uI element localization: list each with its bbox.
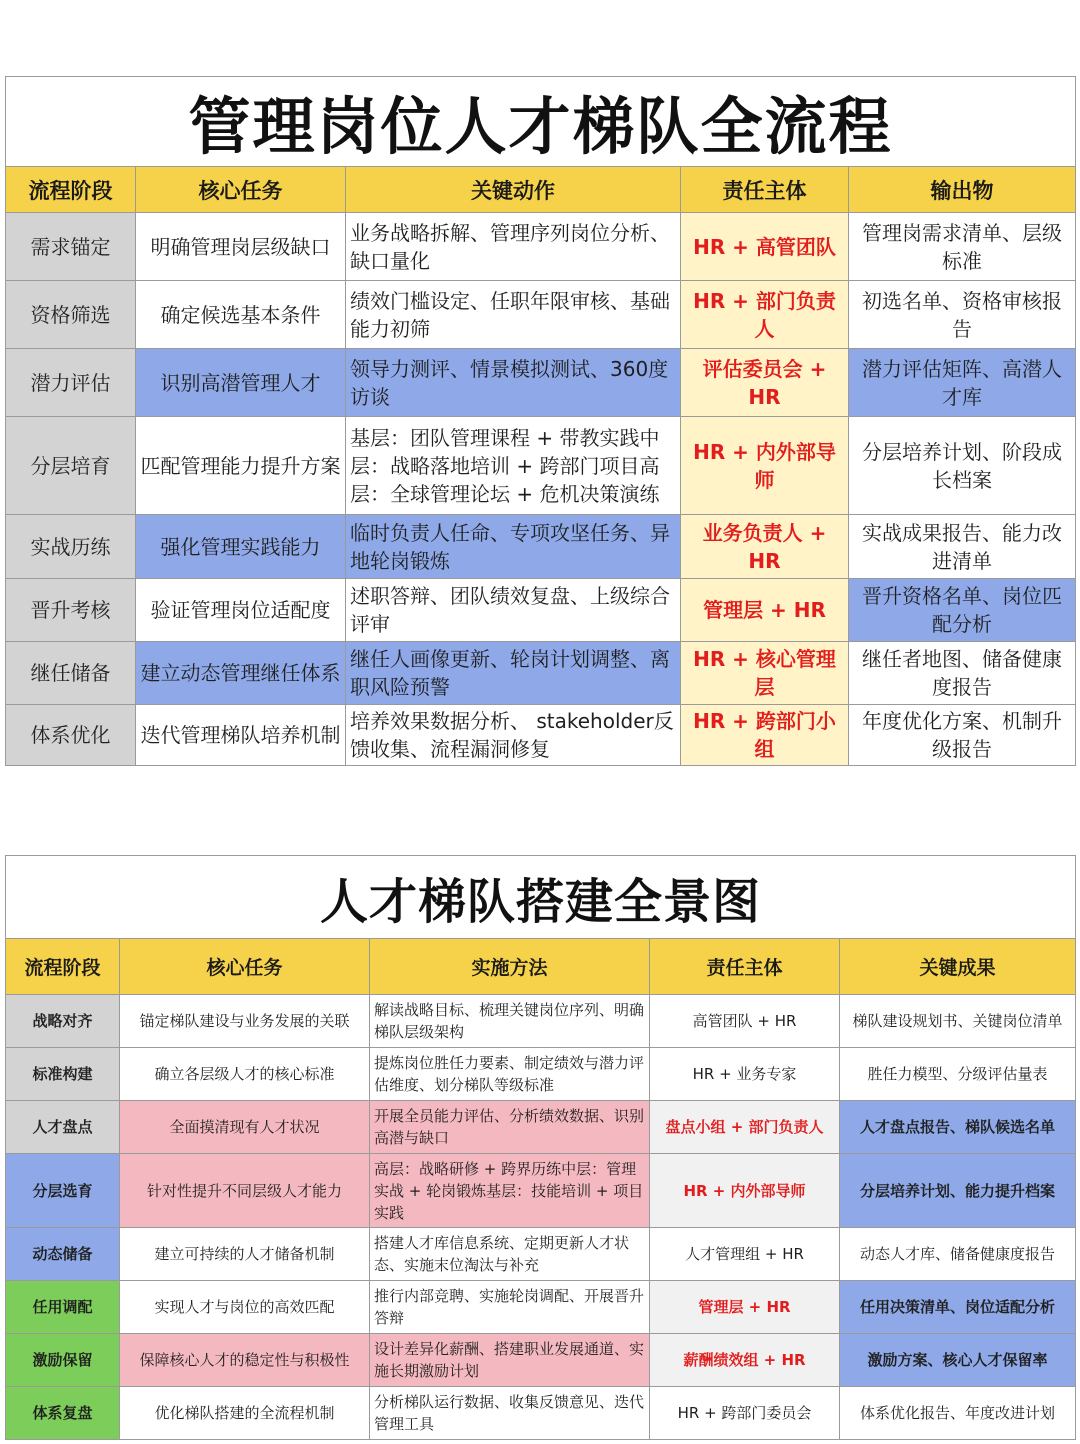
task-cell: 保障核心人才的稳定性与积极性 (120, 1334, 370, 1387)
action-cell: 培养效果数据分析、 stakeholder反馈收集、流程漏洞修复 (346, 705, 681, 766)
task-cell: 匹配管理能力提升方案 (136, 417, 346, 515)
stage-cell: 体系复盘 (6, 1387, 120, 1440)
table-row (6, 642, 1076, 705)
stage-cell: 人才盘点 (6, 1101, 120, 1154)
table-row (6, 1154, 1076, 1228)
owner-cell: HR + 核心管理层 (681, 642, 849, 705)
table-row (6, 281, 1076, 349)
stage-cell: 晋升考核 (6, 579, 136, 642)
stage-cell: 分层培育 (6, 417, 136, 515)
table1-header-stage: 流程阶段 (6, 167, 136, 213)
action-cell: 继任人画像更新、轮岗计划调整、离职风险预警 (346, 642, 681, 705)
table-row (6, 1387, 1076, 1440)
stage-cell: 激励保留 (6, 1334, 120, 1387)
stage-cell: 分层选育 (6, 1154, 120, 1228)
method-cell: 提炼岗位胜任力要素、制定绩效与潜力评估维度、划分梯队等级标准 (370, 1048, 650, 1101)
method-cell: 搭建人才库信息系统、定期更新人才状态、实施末位淘汰与补充 (370, 1228, 650, 1281)
stage-cell: 资格筛选 (6, 281, 136, 349)
task-cell: 全面摸清现有人才状况 (120, 1101, 370, 1154)
table-row (6, 1334, 1076, 1387)
task-cell: 建立动态管理继任体系 (136, 642, 346, 705)
owner-cell: 管理层 + HR (650, 1281, 840, 1334)
output-cell: 分层培养计划、阶段成长档案 (849, 417, 1076, 515)
result-cell: 人才盘点报告、梯队候选名单 (840, 1101, 1076, 1154)
table2-header-method: 实施方法 (370, 939, 650, 995)
talent-pipeline-panorama-table (5, 855, 1076, 1440)
owner-cell: HR + 部门负责人 (681, 281, 849, 349)
task-cell: 针对性提升不同层级人才能力 (120, 1154, 370, 1228)
table1-header-row (6, 167, 1076, 213)
action-cell: 临时负责人任命、专项攻坚任务、异地轮岗锻炼 (346, 515, 681, 579)
task-cell: 锚定梯队建设与业务发展的关联 (120, 995, 370, 1048)
table-row (6, 1048, 1076, 1101)
table-row (6, 417, 1076, 515)
method-cell: 设计差异化薪酬、搭建职业发展通道、实施长期激励计划 (370, 1334, 650, 1387)
owner-cell: HR + 业务专家 (650, 1048, 840, 1101)
table2-header-stage: 流程阶段 (6, 939, 120, 995)
talent-pipeline-process-table (5, 76, 1076, 766)
stage-cell: 任用调配 (6, 1281, 120, 1334)
stage-cell: 潜力评估 (6, 349, 136, 417)
task-cell: 优化梯队搭建的全流程机制 (120, 1387, 370, 1440)
task-cell: 强化管理实践能力 (136, 515, 346, 579)
stage-cell: 标准构建 (6, 1048, 120, 1101)
result-cell: 任用决策清单、岗位适配分析 (840, 1281, 1076, 1334)
result-cell: 激励方案、核心人才保留率 (840, 1334, 1076, 1387)
table1-header-task: 核心任务 (136, 167, 346, 213)
table1-header-owner: 责任主体 (681, 167, 849, 213)
result-cell: 动态人才库、储备健康度报告 (840, 1228, 1076, 1281)
stage-cell: 需求锚定 (6, 213, 136, 281)
result-cell: 胜任力模型、分级评估量表 (840, 1048, 1076, 1101)
action-cell: 基层：团队管理课程 + 带教实践中层：战略落地培训 + 跨部门项目高层：全球管理论坛 + 危机决策演练 (346, 417, 681, 515)
action-cell: 领导力测评、情景模拟测试、360度访谈 (346, 349, 681, 417)
table-row (6, 349, 1076, 417)
action-cell: 述职答辩、团队绩效复盘、上级综合评审 (346, 579, 681, 642)
stage-cell: 动态储备 (6, 1228, 120, 1281)
stage-cell: 战略对齐 (6, 995, 120, 1048)
method-cell: 开展全员能力评估、分析绩效数据、识别高潜与缺口 (370, 1101, 650, 1154)
result-cell: 分层培养计划、能力提升档案 (840, 1154, 1076, 1228)
method-cell: 解读战略目标、梳理关键岗位序列、明确梯队层级架构 (370, 995, 650, 1048)
task-cell: 确立各层级人才的核心标准 (120, 1048, 370, 1101)
output-cell: 晋升资格名单、岗位匹配分析 (849, 579, 1076, 642)
owner-cell: HR + 跨部门委员会 (650, 1387, 840, 1440)
table1-header-output: 输出物 (849, 167, 1076, 213)
table2-header-task: 核心任务 (120, 939, 370, 995)
table1-title: 管理岗位人才梯队全流程 (6, 77, 1076, 167)
task-cell: 实现人才与岗位的高效匹配 (120, 1281, 370, 1334)
owner-cell: 人才管理组 + HR (650, 1228, 840, 1281)
output-cell: 实战成果报告、能力改进清单 (849, 515, 1076, 579)
output-cell: 继任者地图、储备健康度报告 (849, 642, 1076, 705)
table-row (6, 579, 1076, 642)
output-cell: 年度优化方案、机制升级报告 (849, 705, 1076, 766)
task-cell: 建立可持续的人才储备机制 (120, 1228, 370, 1281)
task-cell: 验证管理岗位适配度 (136, 579, 346, 642)
output-cell: 初选名单、资格审核报告 (849, 281, 1076, 349)
owner-cell: 高管团队 + HR (650, 995, 840, 1048)
owner-cell: 管理层 + HR (681, 579, 849, 642)
owner-cell: 评估委员会 + HR (681, 349, 849, 417)
table-row (6, 705, 1076, 766)
table2-header-owner: 责任主体 (650, 939, 840, 995)
table-row (6, 515, 1076, 579)
owner-cell: HR + 高管团队 (681, 213, 849, 281)
owner-cell: HR + 内外部导师 (681, 417, 849, 515)
stage-cell: 实战历练 (6, 515, 136, 579)
stage-cell: 体系优化 (6, 705, 136, 766)
stage-cell: 继任储备 (6, 642, 136, 705)
table1-header-action: 关键动作 (346, 167, 681, 213)
table-row (6, 1281, 1076, 1334)
table2-title: 人才梯队搭建全景图 (6, 856, 1076, 939)
table-row (6, 213, 1076, 281)
table-row (6, 1101, 1076, 1154)
result-cell: 体系优化报告、年度改进计划 (840, 1387, 1076, 1440)
table-row (6, 1228, 1076, 1281)
owner-cell: 盘点小组 + 部门负责人 (650, 1101, 840, 1154)
task-cell: 明确管理岗层级缺口 (136, 213, 346, 281)
table2-header-result: 关键成果 (840, 939, 1076, 995)
table-row (6, 995, 1076, 1048)
task-cell: 识别高潜管理人才 (136, 349, 346, 417)
owner-cell: HR + 内外部导师 (650, 1154, 840, 1228)
output-cell: 管理岗需求清单、层级标准 (849, 213, 1076, 281)
action-cell: 绩效门槛设定、任职年限审核、基础能力初筛 (346, 281, 681, 349)
result-cell: 梯队建设规划书、关键岗位清单 (840, 995, 1076, 1048)
method-cell: 推行内部竞聘、实施轮岗调配、开展晋升答辩 (370, 1281, 650, 1334)
owner-cell: 薪酬绩效组 + HR (650, 1334, 840, 1387)
method-cell: 高层：战略研修 + 跨界历练中层：管理实战 + 轮岗锻炼基层：技能培训 + 项目实践 (370, 1154, 650, 1228)
table2-header-row (6, 939, 1076, 995)
task-cell: 迭代管理梯队培养机制 (136, 705, 346, 766)
task-cell: 确定候选基本条件 (136, 281, 346, 349)
owner-cell: 业务负责人 + HR (681, 515, 849, 579)
output-cell: 潜力评估矩阵、高潜人才库 (849, 349, 1076, 417)
method-cell: 分析梯队运行数据、收集反馈意见、迭代管理工具 (370, 1387, 650, 1440)
owner-cell: HR + 跨部门小组 (681, 705, 849, 766)
action-cell: 业务战略拆解、管理序列岗位分析、缺口量化 (346, 213, 681, 281)
